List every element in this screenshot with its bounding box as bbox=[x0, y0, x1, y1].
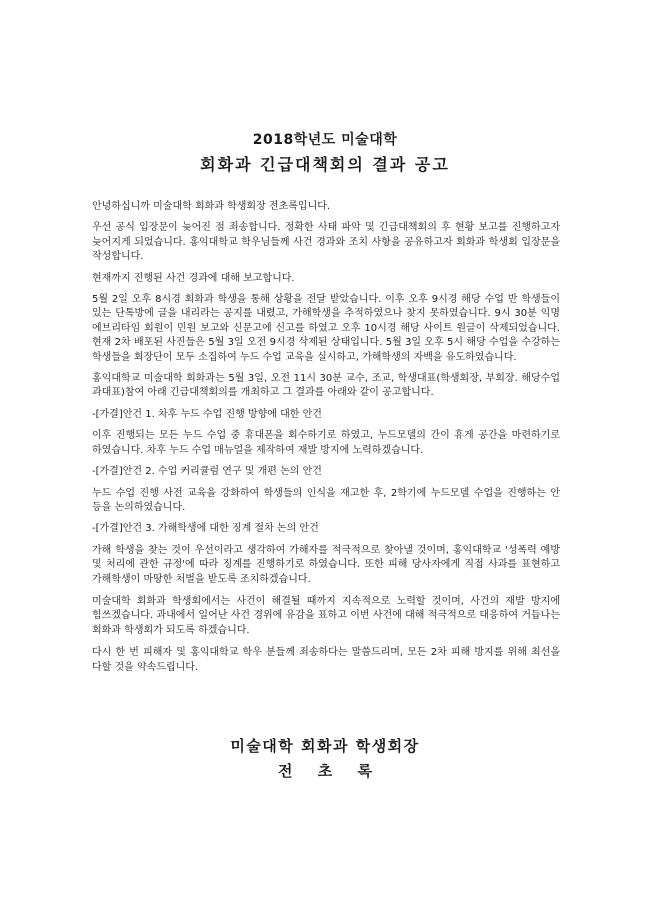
agenda-3-body: 가해 학생을 찾는 것이 우선이라고 생각하여 가해자를 적극적으로 찾아낼 것이며, 홍익대학교 '성폭력 예방 및 처리에 관한 규정'에 따라 징계를 진행하기로 하였습니다. 또한 피해 당사자에게 직접 사과를 표현하고 가해학생이 마땅한 처벌을 받도록 조치하겠습니다. bbox=[92, 544, 560, 585]
meeting-paragraph: 홍익대학교 미술대학 회화과는 5월 3일, 오전 11시 30분 교수, 조교, 학생대표(학생회장, 부회장. 해당수업 과대표)참여 아래 긴급대책회의를 개최하고 그 결과를 아래와 같이 공고합니다. bbox=[92, 373, 560, 399]
greeting-paragraph: 안녕하십니까 미술대학 회화과 학생회장 전초록입니다. bbox=[92, 201, 331, 212]
agenda-3-heading: -[가결]안건 3. 가해학생에 대한 징계 절차 논의 안건 bbox=[92, 523, 319, 535]
agenda-2-body: 누드 수업 진행 사전 교육을 강화하여 학생들의 인식을 재고한 후, 2학기에 누드모델 수업을 진행하는 안 등을 논의하였습니다. bbox=[92, 487, 560, 513]
signature-name: 전 초 록 bbox=[278, 762, 382, 780]
report-intro-paragraph: 현재까지 진행된 사건 경과에 대해 보고합니다. bbox=[92, 272, 295, 284]
signature-organization: 미술대학 회화과 학생회장 bbox=[230, 737, 420, 755]
agenda-1-heading: -[가결]안건 1. 차후 누드 수업 진행 방향에 대한 안건 bbox=[92, 408, 322, 420]
commitment-paragraph: 미술대학 회화과 학생회에서는 사건이 해결될 때까지 지속적으로 노력할 것이며, 사건의 재발 방지에 힘쓰겠습니다. 과내에서 일어난 사건 경위에 유감을 표하고 이번 사건에 대해 적극적으로 대응하여 거듭나는 회화과 학생회가 되도록 하겠습니다. bbox=[92, 595, 560, 636]
closing-paragraph: 다시 한 번 피해자 및 홍익대학교 학우 분들께 죄송하다는 말씀드리며, 모든 2차 피해 방지를 위해 최선을 다할 것을 약속드립니다. bbox=[92, 647, 560, 673]
apology-paragraph: 우선 공식 입장문이 늦어진 점 죄송합니다. 정확한 사태 파악 및 긴급대책회의 후 현황 보고를 진행하고자 늦어지게 되었습니다. 홍익대학교 학우님들께 사건 경과와 조치 사항을 공유하고자 회화과 학생회 입장문을 작성합니다. bbox=[92, 222, 560, 263]
incident-timeline-paragraph: 5월 2일 오후 8시경 회화과 학생을 통해 상황을 전달 받았습니다. 이후 오후 9시경 해당 수업 반 학생들이 있는 단톡방에 글을 내리라는 공지를 내렸고, 가해학생을 추적하였으나 찾지 못하였습니다. 9시 30분 익명 에브리타임 회원이 민원 보고와 신문고에 신고를 하였고 오후 10시경 해당 사이트 원글이 삭제되었습니다. 현재 2차 배포된 사진들은 5월 3일 오전 9시경 삭제된 상태입니다. 5월 3일 오후 5시 해당 수업을 수강하는 학생들을 회장단이 모두 소집하여 누드 수업 교육을 실시하고, 가해학생의 자백을 유도하였습니다. bbox=[92, 294, 560, 363]
agenda-1-body: 이후 진행되는 모든 누드 수업 중 휴대폰을 회수하기로 하였고, 누드모델의 간이 휴게 공간을 마련하기로 하였습니다. 차후 누드 수업 매뉴얼을 제작하여 재발 방지에 노력하겠습니다. bbox=[92, 430, 560, 456]
agenda-2-heading: -[가결]안건 2. 수업 커리큘럼 연구 및 개편 논의 안건 bbox=[92, 466, 322, 478]
document-body bbox=[92, 200, 560, 682]
document-title: 회화과 긴급대책회의 결과 공고 bbox=[200, 155, 450, 174]
document-title-year: 2018학년도 미술대학 bbox=[252, 132, 398, 148]
